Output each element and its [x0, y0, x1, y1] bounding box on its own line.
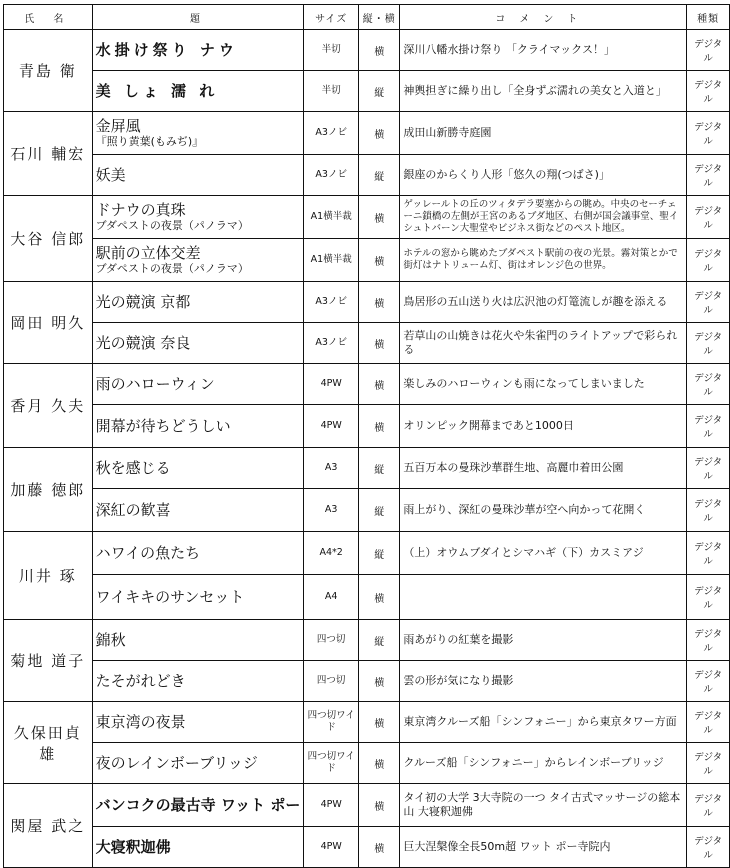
comment: （上）オウムブダイとシマハギ（下）カスミアジ [400, 532, 687, 575]
photo-title-main: 水掛け祭り ナウ [95, 40, 238, 59]
comment: 深川八幡水掛け祭り 「クライマックス！」 [400, 30, 687, 71]
comment: 雨上がり、深紅の曼珠沙華が空へ向かって花開く [400, 489, 687, 532]
print-size: 4PW [304, 827, 359, 868]
print-size: A1横半裁 [304, 196, 359, 239]
orientation: 縦 [359, 532, 400, 575]
photo-type: デジタル [687, 661, 730, 702]
photo-title-main: ドナウの真珠 [95, 201, 186, 219]
comment: 若草山の山焼きは花火や朱雀門のライトアップで彩られる [400, 323, 687, 364]
photo-type: デジタル [687, 196, 730, 239]
table-row [4, 364, 730, 405]
photo-title [92, 743, 304, 784]
print-size: 4PW [304, 784, 359, 827]
print-size: 4PW [304, 364, 359, 405]
photo-title-main: 秋を感じる [95, 458, 171, 477]
photo-title-main: 駅前の立体交差 [95, 244, 201, 262]
photographer-name: 川井 琢 [4, 532, 93, 620]
comment: 東京湾クルーズ船「シンフォニー」から東京タワー方面 [400, 702, 687, 743]
photo-title [92, 364, 304, 405]
photo-title [92, 827, 304, 868]
orientation: 縦 [359, 620, 400, 661]
orientation: 横 [359, 743, 400, 784]
photographer-name: 青島 衛 [4, 30, 93, 112]
photo-title [92, 323, 304, 364]
comment: タイ初の大学 3大寺院の一つ タイ古式マッサージの総本山 大寝釈迦佛 [400, 784, 687, 827]
photo-title-main: 光の競演 奈良 [95, 333, 191, 352]
photo-title-main: 大寝釈迦佛 [95, 837, 171, 856]
photo-title-main: 金屏風 [95, 117, 141, 135]
photo-title [92, 661, 304, 702]
comment: ホテルの窓から眺めたブダペスト駅前の夜の光景。霧対策とかで街灯はナトリューム灯、街はオレンジ色の世界。 [400, 239, 687, 282]
photographer-name: 香月 久夫 [4, 364, 93, 448]
photo-type: デジタル [687, 239, 730, 282]
header-size: サイズ [304, 5, 359, 30]
photo-type: デジタル [687, 743, 730, 784]
photo-type: デジタル [687, 323, 730, 364]
comment: 成田山新勝寺庭園 [400, 112, 687, 155]
photo-type: デジタル [687, 448, 730, 489]
photo-title [92, 448, 304, 489]
table-row [4, 448, 730, 489]
orientation: 縦 [359, 155, 400, 196]
photo-title [92, 282, 304, 323]
print-size: A3 [304, 489, 359, 532]
comment: 五百万本の曼珠沙華群生地、高麗巾着田公園 [400, 448, 687, 489]
photo-type: デジタル [687, 155, 730, 196]
orientation: 横 [359, 239, 400, 282]
photo-title-main: 東京湾の夜景 [95, 712, 186, 731]
photo-title-main: 錦秋 [95, 630, 126, 649]
photo-type: デジタル [687, 71, 730, 112]
comment: クルーズ船「シンフォニー」からレインボーブリッジ [400, 743, 687, 784]
photo-title-main: 光の競演 京都 [95, 292, 191, 311]
table-row [4, 743, 730, 784]
photo-title [92, 30, 304, 71]
orientation: 横 [359, 196, 400, 239]
comment: ゲッレールトの丘のツィタデラ要塞からの眺め。中央のセーチェーニ鎖橋の左側が王宮のあるブダ地区、右側が国会議事堂、聖イシュトバーン大聖堂やビジネス街などのペスト地区。 [400, 196, 687, 239]
comment: オリンピック開幕まであと1000日 [400, 405, 687, 448]
orientation: 横 [359, 282, 400, 323]
table-row [4, 239, 730, 282]
table-row [4, 155, 730, 196]
orientation: 横 [359, 661, 400, 702]
orientation: 横 [359, 323, 400, 364]
orientation: 横 [359, 575, 400, 620]
photo-title-sub: 『照り黄葉(もみぢ)』 [95, 135, 204, 148]
photographer-name: 岡田 明久 [4, 282, 93, 364]
photo-title [92, 196, 304, 239]
photo-title [92, 71, 304, 112]
header-comment: コメント [400, 5, 687, 30]
orientation: 横 [359, 112, 400, 155]
photo-title-main: 雨のハローウィン [95, 374, 215, 393]
table-row [4, 30, 730, 71]
photo-title-main: ハワイの魚たち [95, 543, 201, 562]
photo-title-main: 妖美 [95, 165, 126, 184]
photographer-name: 菊地 道子 [4, 620, 93, 702]
photo-type: デジタル [687, 405, 730, 448]
comment: 銀座のからくり人形「悠久の翔(つばさ)」 [400, 155, 687, 196]
print-size: A1横半裁 [304, 239, 359, 282]
table-row [4, 196, 730, 239]
orientation: 縦 [359, 489, 400, 532]
comment: 巨大涅槃像全長50m超 ワット ポー寺院内 [400, 827, 687, 868]
photo-title-main: バンコクの最古寺 ワット ポー [95, 795, 301, 814]
photo-title [92, 532, 304, 575]
comment: 神輿担ぎに繰り出し「全身ずぶ濡れの美女と入道と」 [400, 71, 687, 112]
print-size: A3ノビ [304, 155, 359, 196]
table-row [4, 702, 730, 743]
photo-type: デジタル [687, 575, 730, 620]
orientation: 横 [359, 30, 400, 71]
table-row [4, 575, 730, 620]
table-row [4, 784, 730, 827]
header-orientation: 縦・横 [359, 5, 400, 30]
photo-title [92, 112, 304, 155]
print-size: A3 [304, 448, 359, 489]
orientation: 縦 [359, 448, 400, 489]
print-size: 四つ切 [304, 620, 359, 661]
photo-title-sub: ブダペストの夜景（パノラマ） [95, 262, 249, 275]
photo-type: デジタル [687, 30, 730, 71]
photo-type: デジタル [687, 532, 730, 575]
photo-title-main: ワイキキのサンセット [95, 587, 245, 606]
table-row [4, 827, 730, 868]
photographer-name: 石川 輔宏 [4, 112, 93, 196]
print-size: 半切 [304, 30, 359, 71]
print-size: A4 [304, 575, 359, 620]
table-row [4, 112, 730, 155]
print-size: 半切 [304, 71, 359, 112]
print-size: 四つ切ワイド [304, 743, 359, 784]
print-size: A4*2 [304, 532, 359, 575]
comment: 楽しみのハローウィンも雨になってしまいました [400, 364, 687, 405]
comment [400, 575, 687, 620]
photo-type: デジタル [687, 827, 730, 868]
orientation: 横 [359, 827, 400, 868]
photo-title [92, 784, 304, 827]
photographer-name: 久保田貞雄 [4, 702, 93, 784]
table-row [4, 532, 730, 575]
orientation: 縦 [359, 71, 400, 112]
exhibit-list-table [3, 4, 730, 868]
photo-type: デジタル [687, 112, 730, 155]
header-row [4, 5, 730, 30]
table-row [4, 661, 730, 702]
orientation: 横 [359, 364, 400, 405]
header-title: 題 [92, 5, 304, 30]
photo-title-main: たそがれどき [95, 671, 186, 690]
photo-type: デジタル [687, 620, 730, 661]
table-row [4, 489, 730, 532]
photo-title [92, 405, 304, 448]
photo-type: デジタル [687, 364, 730, 405]
print-size: 4PW [304, 405, 359, 448]
photo-title-main: 美 しょ 濡 れ [95, 81, 219, 100]
photo-title-main: 深紅の歓喜 [95, 500, 171, 519]
photographer-name: 関屋 武之 [4, 784, 93, 868]
comment: 鳥居形の五山送り火は広沢池の灯篭流しが趣を添える [400, 282, 687, 323]
header-type: 種類 [687, 5, 730, 30]
photo-title [92, 489, 304, 532]
print-size: 四つ切 [304, 661, 359, 702]
photo-type: デジタル [687, 702, 730, 743]
print-size: A3ノビ [304, 112, 359, 155]
photographer-name: 加藤 徳郎 [4, 448, 93, 532]
table-row [4, 620, 730, 661]
photo-title-sub: ブダペストの夜景（パノラマ） [95, 219, 249, 232]
table-row [4, 71, 730, 112]
photo-title-main: 夜のレインボーブリッジ [95, 753, 258, 772]
photographer-name: 大谷 信郎 [4, 196, 93, 282]
photo-title [92, 155, 304, 196]
print-size: 四つ切ワイド [304, 702, 359, 743]
orientation: 横 [359, 702, 400, 743]
photo-type: デジタル [687, 784, 730, 827]
photo-title [92, 620, 304, 661]
photo-title-main: 開幕が待ちどうしい [95, 416, 231, 435]
table-row [4, 282, 730, 323]
photo-title [92, 575, 304, 620]
photo-title [92, 239, 304, 282]
comment: 雨あがりの紅葉を撮影 [400, 620, 687, 661]
comment: 雲の形が気になり撮影 [400, 661, 687, 702]
print-size: A3ノビ [304, 282, 359, 323]
print-size: A3ノビ [304, 323, 359, 364]
photo-type: デジタル [687, 282, 730, 323]
header-name: 氏 名 [4, 5, 93, 30]
orientation: 横 [359, 784, 400, 827]
table-row [4, 323, 730, 364]
table-row [4, 405, 730, 448]
orientation: 横 [359, 405, 400, 448]
photo-title [92, 702, 304, 743]
photo-type: デジタル [687, 489, 730, 532]
